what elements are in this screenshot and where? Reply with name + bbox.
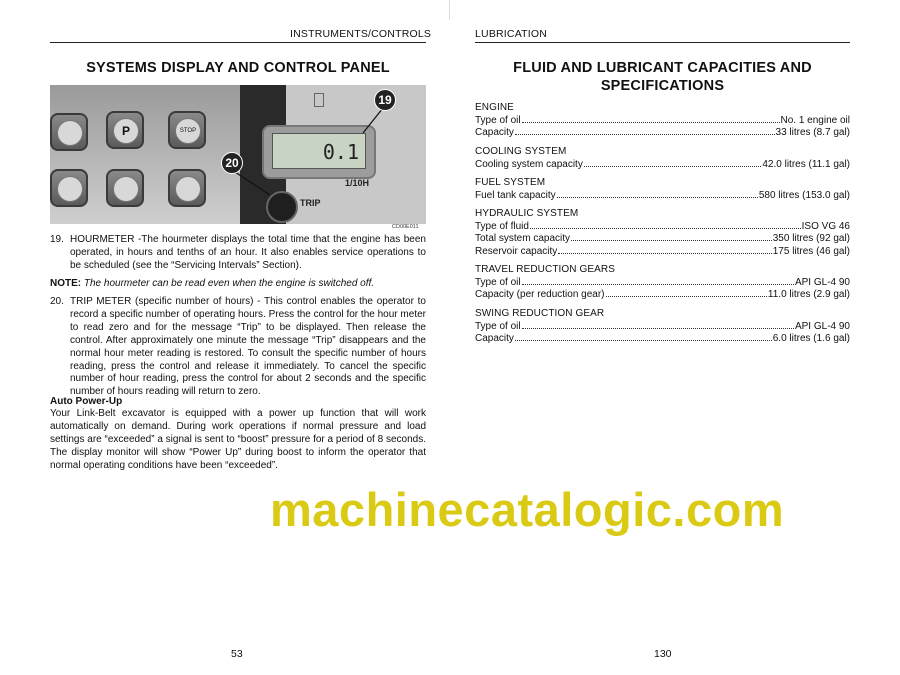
auto-power-up-heading: Auto Power-Up [50, 396, 123, 407]
left-running-header: INSTRUMENTS/CONTROLS [290, 28, 432, 40]
dot-leader [515, 127, 775, 135]
spec-label: Type of oil [475, 114, 521, 126]
spec-value: 580 litres (153.0 gal) [758, 189, 850, 201]
spec-value: API GL-4 90 [794, 276, 850, 288]
left-page-number: 53 [231, 648, 243, 660]
spec-row [475, 127, 850, 138]
note [50, 278, 426, 291]
spec-label: Type of oil [475, 320, 521, 332]
spec-label: Cooling system capacity [475, 158, 583, 170]
dot-leader [515, 333, 772, 341]
spec-label: Capacity (per reduction gear) [475, 289, 605, 300]
spec-label: Type of fluid [475, 220, 529, 232]
spec-row [475, 233, 850, 244]
spec-value: No. 1 engine oil [780, 114, 850, 126]
spec-value: 175 litres (46 gal) [772, 245, 850, 257]
dot-leader [558, 246, 771, 254]
item-19-text: HOURMETER -The hourmeter displays the total time that the engine has been operated, in hours and tenths of an hour. It also enables service operations to be scheduled (see the “Servicing Intervals” Section). [70, 234, 426, 271]
watermark: machinecatalogic.com [270, 483, 785, 536]
callout-19: 19 [374, 89, 396, 111]
right-page-title-line1: FLUID AND LUBRICANT CAPACITIES AND [513, 60, 812, 76]
spec-value: 33 litres (8.7 gal) [775, 127, 850, 138]
note-text: The hourmeter can be read even when the engine is switched off. [83, 278, 375, 289]
dot-leader [571, 233, 772, 241]
section-title: FUEL SYSTEM [475, 177, 546, 188]
item-20-text: TRIP METER (specific number of hours) - This control enables the operator to record a specific number of operating hours. Press the control for the hour meter to read zero and for the message “Trip” to be displayed. Then release the control. After approximately one minute the message “Trip” disappears and the normal hour meter reading is restored. To consult the specific number of hours reading, press the control and release it immediately. To cancel the specific number of hour reading, press the control for about 2 seconds and the specific number of hours reading will return to zero. [70, 296, 426, 398]
spec-value: API GL-4 90 [794, 320, 850, 332]
spec-row [475, 190, 850, 201]
hourmeter-reading: 0.1 [322, 140, 359, 164]
figure-code: CD00E011 [392, 224, 419, 230]
spec-row [475, 221, 850, 232]
section-title: ENGINE [475, 102, 514, 113]
right-page-title-line2: SPECIFICATIONS [600, 78, 725, 94]
spec-row [475, 159, 850, 170]
spec-label: Fuel tank capacity [475, 189, 556, 201]
dot-leader [530, 221, 801, 229]
stop-icon: STOP [168, 111, 206, 149]
spec-row [475, 321, 850, 332]
auto-power-up-text: Your Link-Belt excavator is equipped with a power up function that will work automatically on demand. During work operations if normal pressure and load settings are “exceeded” a signal is sent to “boost” pressure for a period of 8 seconds. The display monitor will show “Power Up” during boost to inform the operator that normal operating conditions have been “exceeded”. [50, 408, 426, 471]
item-20-number: 20. [50, 296, 64, 307]
unit-label: 1/10H [345, 178, 370, 188]
spec-value: ISO VG 46 [801, 220, 850, 232]
item-19-number: 19. [50, 234, 64, 245]
dot-leader [522, 277, 794, 285]
left-page-title: SYSTEMS DISPLAY AND CONTROL PANEL [86, 60, 390, 76]
dot-leader [557, 190, 758, 198]
spec-row [475, 115, 850, 126]
spec-label: Reservoir capacity [475, 245, 558, 257]
spec-row [475, 277, 850, 288]
spec-label: Total system capacity [475, 233, 571, 244]
callout-20: 20 [221, 152, 243, 174]
parking-brake-icon: P [106, 111, 144, 149]
section-title: HYDRAULIC SYSTEM [475, 208, 579, 219]
dot-leader [522, 115, 780, 123]
section-title: SWING REDUCTION GEAR [475, 308, 605, 319]
spec-value: 42.0 litres (11.1 gal) [762, 158, 850, 170]
spec-row [475, 246, 850, 257]
trip-label: TRIP [300, 198, 321, 208]
spec-label: Capacity [475, 127, 514, 138]
control-panel-figure [50, 85, 426, 224]
left-header-rule [50, 42, 426, 43]
right-header-rule [475, 42, 850, 43]
right-running-header: LUBRICATION [475, 28, 548, 40]
dot-leader [522, 321, 794, 329]
spec-value: 6.0 litres (1.6 gal) [772, 333, 850, 344]
spec-label: Capacity [475, 333, 514, 344]
section-title: COOLING SYSTEM [475, 146, 567, 157]
spec-value: 11.0 litres (2.9 gal) [767, 289, 850, 300]
spec-row [475, 333, 850, 344]
section-title: TRAVEL REDUCTION GEARS [475, 264, 615, 275]
note-label: NOTE: [50, 278, 82, 289]
spec-label: Type of oil [475, 276, 521, 288]
spec-value: 350 litres (92 gal) [772, 233, 850, 244]
dot-leader [606, 289, 767, 297]
item-19 [50, 234, 426, 273]
right-page-number: 130 [654, 648, 672, 660]
item-20 [50, 296, 426, 399]
spec-row [475, 289, 850, 300]
dot-leader [584, 159, 762, 167]
